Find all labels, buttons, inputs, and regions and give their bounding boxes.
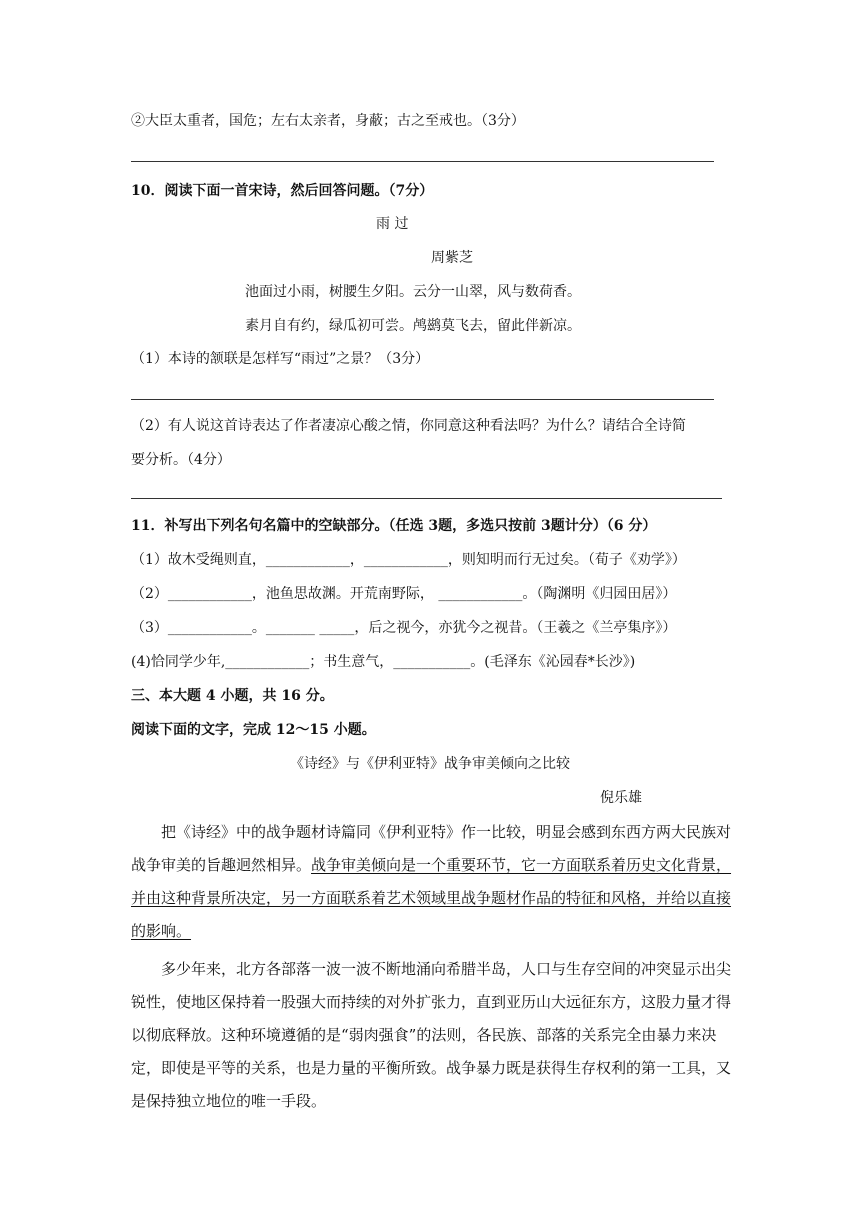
q11-item-2: （2）____________，池鱼思故渊。开荒南野际， ____________。（陶渊明《归园田居》） (131, 586, 677, 602)
article-p2-line-4: 定，即使是平等的关系，也是力量的平衡所致。战争暴力既是获得生存权利的第一工具，又 (131, 1059, 732, 1077)
answer-line (131, 498, 722, 499)
article-p1-line-1: 把《诗经》中的战争题材诗篇同《伊利亚特》作一比较，明显会感到东西方两大民族对 (161, 823, 732, 841)
q9-item-2: ②大臣太重者，国危；左右太亲者，身蔽；古之至戒也。（3分） (131, 113, 525, 129)
answer-line (131, 161, 714, 162)
article-p1-line-2 (131, 855, 731, 875)
q10-sub-2-line-1: （2）有人说这首诗表达了作者凄凉心酸之情，你同意这种看法吗？为什么？请结合全诗简 (131, 418, 686, 434)
poem-line-1: 池面过小雨，树腰生夕阳。云分一山翠，风与数荷香。 (245, 284, 581, 300)
poem-author: 周紫芝 (431, 250, 473, 266)
article-p2-line-1: 多少年来，北方各部落一波一波不断地涌向希腊半岛，人口与生存空间的冲突显示出尖 (161, 960, 732, 978)
article-p2-line-5: 是保持独立地位的唯一手段。 (131, 1092, 327, 1110)
article-p2-line-3: 以彻底释放。这种环境遵循的是“弱肉强食”的法则，各民族、部落的关系完全由暴力来决 (131, 1026, 717, 1044)
article-p2-line-2: 锐性，使地区保持着一股强大而持续的对外扩张力，直到亚历山大远征东方，这股力量才得 (131, 993, 732, 1011)
q10-header: 10．阅读下面一首宋诗，然后回答问题。（7分） (131, 183, 434, 199)
article-author: 倪乐雄 (600, 790, 642, 806)
q10-sub-2-line-2: 要分析。（4分） (131, 452, 231, 468)
answer-line (131, 399, 714, 400)
q11-item-3: （3）____________。_______ _____，后之视今，亦犹今之视昔。（王羲之《兰亭集序》） (131, 620, 677, 636)
article-p1-underlined-start: 战争审美倾向是一个重要环节，它一方面联系着历史文化背景， (311, 856, 732, 874)
poem-line-2: 素月自有约，绿瓜初可尝。鸬鹚莫飞去，留此伴新凉。 (245, 318, 581, 334)
article-title: 《诗经》与《伊利亚特》战争审美倾向之比较 (290, 756, 570, 772)
q10-sub-1: （1）本诗的颔联是怎样写“雨过”之景？（3分） (131, 351, 430, 367)
article-p1-line-2-plain: 战争审美的旨趣迥然相异。 (131, 856, 312, 874)
q11-header: 11．补写出下列名句名篇中的空缺部分。（任选 3题，多选只按前 3题计分）（6 分） (131, 518, 657, 534)
poem-title: 雨 过 (376, 216, 409, 232)
section-3-header: 三、本大题 4 小题，共 16 分。 (131, 688, 334, 704)
q11-item-4: (4)恰同学少年,____________；书生意气，___________。(毛泽东《沁园春*长沙》) (131, 654, 636, 670)
q11-item-1: （1）故木受绳则直，____________，____________，则知明而行无过矣。（荀子《劝学》） (131, 552, 686, 568)
section-3-instruction: 阅读下面的文字，完成 12～15 小题。 (131, 722, 376, 738)
article-p1-line-3: 并由这种背景所决定，另一方面联系着艺术领域里战争题材作品的特征和风格，并给以直接 (131, 889, 732, 907)
article-p1-line-4: 的影响。 (131, 922, 192, 940)
